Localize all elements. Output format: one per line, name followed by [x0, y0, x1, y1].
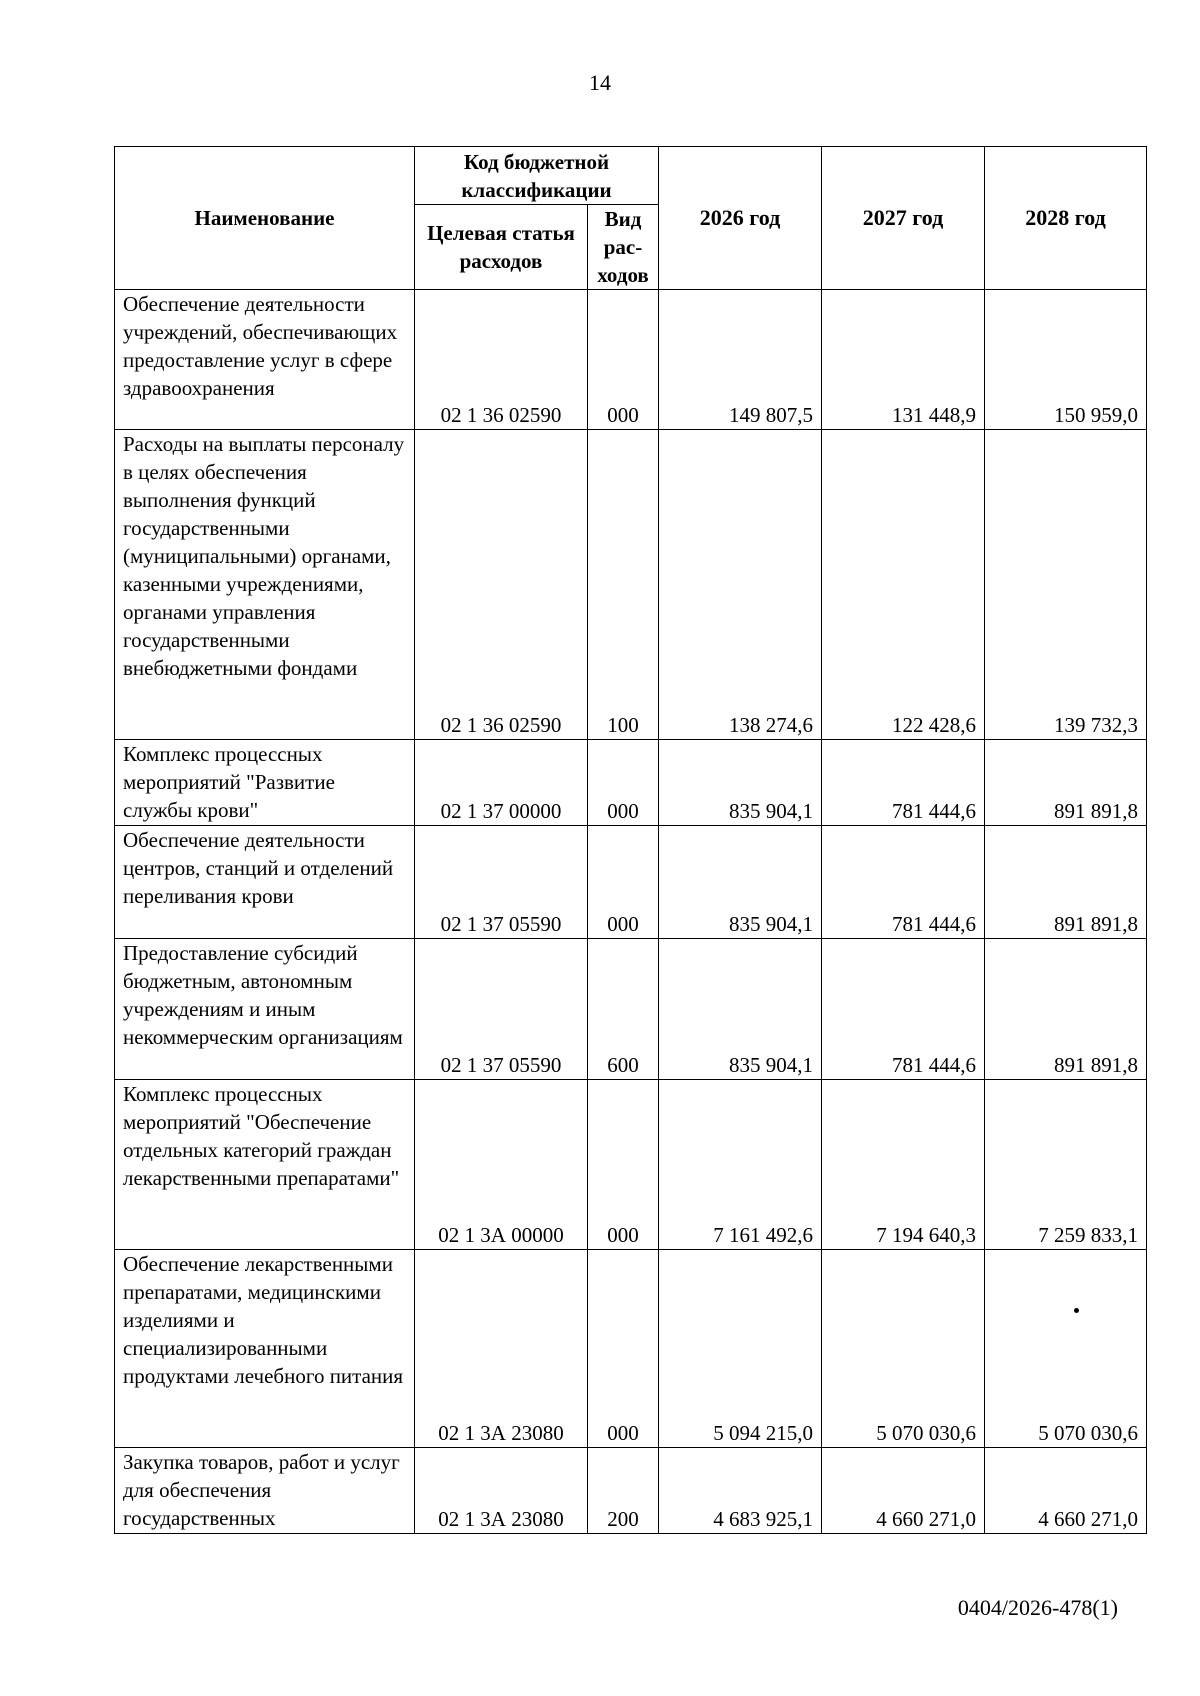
row-value-2028: 891 891,8 [985, 740, 1147, 826]
table-row [115, 1250, 1147, 1448]
table-row [115, 740, 1147, 826]
row-expense-kind: 000 [588, 740, 659, 826]
row-value-2026: 835 904,1 [659, 939, 822, 1080]
table-row [115, 1080, 1147, 1250]
table-body [115, 290, 1147, 1534]
row-name: Комплекс процессных мероприятий "Развитие службы крови" [115, 740, 415, 826]
row-name: Обеспечение деятельности центров, станций и отделений переливания крови [115, 826, 415, 939]
row-value-2028: 4 660 271,0 [985, 1448, 1147, 1534]
row-name: Предоставление субсидий бюджетным, автономным учреждениям и иным некоммерческим организациям [115, 939, 415, 1080]
row-target-article: 02 1 37 05590 [415, 826, 588, 939]
row-name: Обеспечение деятельности учреждений, обеспечивающих предоставление услуг в сфере здравоохранения [115, 290, 415, 430]
header-year-2027: 2027 год [822, 147, 985, 290]
row-value-2026: 138 274,6 [659, 430, 822, 740]
row-value-2026: 149 807,5 [659, 290, 822, 430]
row-value-2026: 7 161 492,6 [659, 1080, 822, 1250]
row-value-2028: 139 732,3 [985, 430, 1147, 740]
row-name: Обеспечение лекарственными препаратами, медицинскими изделиями и специализированными продуктами лечебного питания [115, 1250, 415, 1448]
row-expense-kind: 000 [588, 826, 659, 939]
table-row [115, 1448, 1147, 1534]
table-row [115, 430, 1147, 740]
row-value-2028: 150 959,0 [985, 290, 1147, 430]
table-row [115, 290, 1147, 430]
row-value-2026: 4 683 925,1 [659, 1448, 822, 1534]
row-value-2026: 835 904,1 [659, 740, 822, 826]
row-target-article: 02 1 3А 23080 [415, 1448, 588, 1534]
row-value-2028: 7 259 833,1 [985, 1080, 1147, 1250]
table-row [115, 939, 1147, 1080]
row-value-2027: 131 448,9 [822, 290, 985, 430]
row-target-article: 02 1 36 02590 [415, 290, 588, 430]
row-name: Расходы на выплаты персоналу в целях обеспечения выполнения функций государственными (муниципальными) органами, казенными учреждениями, органами управления государственными внебюджетными фондами [115, 430, 415, 740]
row-expense-kind: 100 [588, 430, 659, 740]
budget-table [114, 146, 1147, 1534]
row-value-2027: 122 428,6 [822, 430, 985, 740]
row-value-2027: 781 444,6 [822, 939, 985, 1080]
row-value-2028: 891 891,8 [985, 826, 1147, 939]
page-number: 14 [589, 70, 611, 95]
row-target-article: 02 1 3А 00000 [415, 1080, 588, 1250]
row-value-2027: 5 070 030,6 [822, 1250, 985, 1448]
row-expense-kind: 600 [588, 939, 659, 1080]
stray-dot-mark [1074, 1308, 1079, 1313]
row-expense-kind: 000 [588, 290, 659, 430]
row-value-2027: 7 194 640,3 [822, 1080, 985, 1250]
header-code-group: Код бюджетной классификации [415, 147, 659, 205]
header-expense-kind: Вид рас-ходов [588, 205, 659, 290]
row-expense-kind: 200 [588, 1448, 659, 1534]
header-name: Наименование [115, 147, 415, 290]
row-target-article: 02 1 3А 23080 [415, 1250, 588, 1448]
row-value-2028: 891 891,8 [985, 939, 1147, 1080]
header-target-article: Целевая статья расходов [415, 205, 588, 290]
row-value-2027: 4 660 271,0 [822, 1448, 985, 1534]
row-value-2026: 835 904,1 [659, 826, 822, 939]
document-id: 0404/2026-478(1) [957, 1595, 1118, 1620]
row-value-2026: 5 094 215,0 [659, 1250, 822, 1448]
row-name: Комплекс процессных мероприятий "Обеспечение отдельных категорий граждан лекарственными препаратами" [115, 1080, 415, 1250]
row-target-article: 02 1 37 00000 [415, 740, 588, 826]
row-name: Закупка товаров, работ и услуг для обеспечения государственных [115, 1448, 415, 1534]
header-year-2026: 2026 год [659, 147, 822, 290]
row-value-2027: 781 444,6 [822, 740, 985, 826]
table-row [115, 826, 1147, 939]
row-value-2027: 781 444,6 [822, 826, 985, 939]
table-header [115, 147, 1147, 290]
header-year-2028: 2028 год [985, 147, 1147, 290]
row-value-2028: 5 070 030,6 [985, 1250, 1147, 1448]
row-target-article: 02 1 36 02590 [415, 430, 588, 740]
row-target-article: 02 1 37 05590 [415, 939, 588, 1080]
row-expense-kind: 000 [588, 1250, 659, 1448]
row-expense-kind: 000 [588, 1080, 659, 1250]
